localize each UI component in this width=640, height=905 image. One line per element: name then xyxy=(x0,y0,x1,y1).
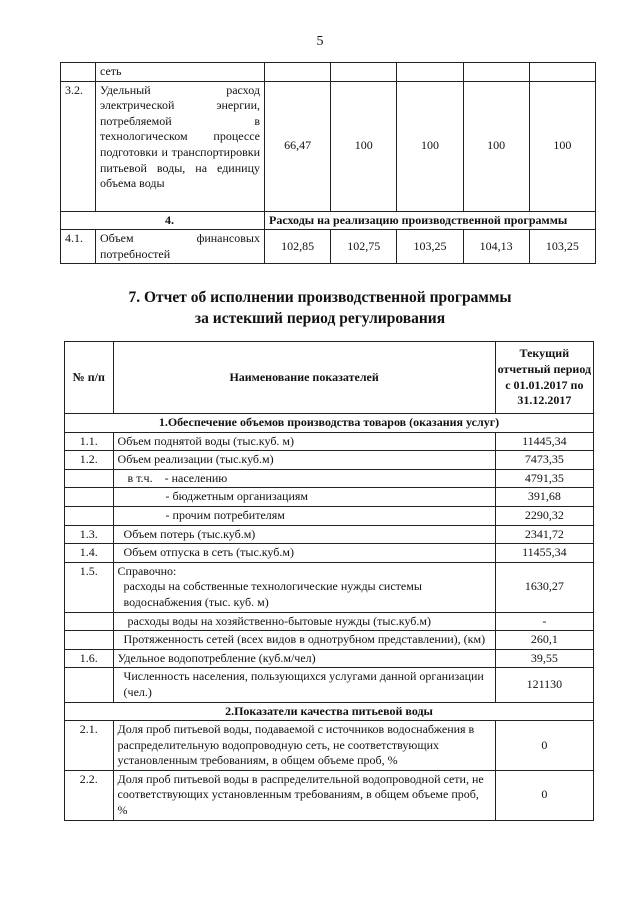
value-cell: 121130 xyxy=(495,668,593,702)
value-cell: 7473,35 xyxy=(495,451,593,470)
header-name: Наименование показателей xyxy=(113,342,495,414)
table-row xyxy=(65,649,594,668)
value-cell: 102,75 xyxy=(331,230,397,264)
value-cell: 2341,72 xyxy=(495,525,593,544)
row-number: 1.1. xyxy=(65,432,114,451)
row-name: расходы воды на хозяйственно-бытовые нужды (тыс.куб.м) xyxy=(113,612,495,631)
table-row xyxy=(65,525,594,544)
row-name: Объем финансовых потребностей xyxy=(96,230,265,264)
table-row xyxy=(65,721,594,771)
heading-line: за истекший период регулирования xyxy=(194,309,446,327)
value-cell: 260,1 xyxy=(495,631,593,650)
value-cell: 103,25 xyxy=(397,230,463,264)
table-row xyxy=(65,451,594,470)
row-number: 1.3. xyxy=(65,525,114,544)
row-number: 1.4. xyxy=(65,544,114,563)
table-row xyxy=(65,668,594,702)
table-row xyxy=(65,562,594,612)
value-cell: 2290,32 xyxy=(495,506,593,525)
value-cell: 391,68 xyxy=(495,488,593,507)
value-cell: 100 xyxy=(331,81,397,211)
value-cell: 103,25 xyxy=(529,230,595,264)
row-name: Объем поднятой воды (тыс.куб. м) xyxy=(113,432,495,451)
value-cell: 104,13 xyxy=(463,230,529,264)
table-row xyxy=(65,544,594,563)
table-row xyxy=(65,469,594,488)
heading-line: 7. Отчет об исполнении производственной программы xyxy=(128,289,512,306)
row-number: 1.2. xyxy=(65,451,114,470)
row-name: Удельный расход электрической энергии, потребляемой в технологическом процессе подготовки и транспортировки питьевой воды, на единицу объема воды xyxy=(96,81,265,211)
table-row xyxy=(65,770,594,820)
row-name-line: Справочно: xyxy=(117,563,177,578)
row-number: 2.1. xyxy=(65,721,114,771)
value-cell: 11455,34 xyxy=(495,544,593,563)
row-number: 4.1. xyxy=(61,230,96,264)
value-cell: 66,47 xyxy=(265,81,331,211)
value-cell: 0 xyxy=(495,721,593,771)
header-period: Текущий отчетный период с 01.01.2017 по 31.12.2017 xyxy=(495,342,593,414)
row-name: - бюджетным организациям xyxy=(113,488,495,507)
value-cell: 100 xyxy=(463,81,529,211)
row-number: 1.5. xyxy=(65,562,114,612)
section-row xyxy=(65,414,594,433)
value-cell: 100 xyxy=(529,81,595,211)
table-row xyxy=(65,612,594,631)
row-name: Объем отпуска в сеть (тыс.куб.м) xyxy=(113,544,495,563)
table-row xyxy=(61,63,596,82)
page-number: 5 xyxy=(316,34,324,49)
header-num: № п/п xyxy=(65,342,114,414)
value-cell: 4791,35 xyxy=(495,469,593,488)
section-row xyxy=(65,702,594,721)
table-row xyxy=(65,432,594,451)
value-cell: 1630,27 xyxy=(495,562,593,612)
table-row xyxy=(65,488,594,507)
row-number: 2.2. xyxy=(65,770,114,820)
section-title: 1.Обеспечение объемов производства товаров (оказания услуг) xyxy=(65,414,594,433)
row-number: 3.2. xyxy=(61,81,96,211)
table-row xyxy=(61,230,596,264)
row-name: Доля проб питьевой воды, подаваемой с источников водоснабжения в распределительную водопроводную сеть, не соответствующих установленным требованиям, в общем объеме проб, % xyxy=(113,721,495,771)
header-row xyxy=(65,342,594,414)
table-row xyxy=(65,506,594,525)
row-name: Доля проб питьевой воды в распределительной водопроводной сети, не соответствующих установленным требованиям, в общем объеме проб, % xyxy=(113,770,495,820)
row-name xyxy=(113,562,495,612)
value-cell: 39,55 xyxy=(495,649,593,668)
row-name: - прочим потребителям xyxy=(113,506,495,525)
section-row xyxy=(61,211,596,230)
section-title: Расходы на реализацию производственной программы xyxy=(265,211,596,230)
row-name-line: расходы на собственные технологические нужды системы водоснабжения (тыс. куб. м) xyxy=(123,579,422,609)
value-cell: 102,85 xyxy=(265,230,331,264)
report-table xyxy=(64,341,594,821)
row-name: сеть xyxy=(96,63,265,82)
row-name: Численность населения, пользующихся услугами данной организации (чел.) xyxy=(113,668,495,702)
row-name: Объем потерь (тыс.куб.м) xyxy=(113,525,495,544)
row-name: Протяженность сетей (всех видов в однотрубном представлении), (км) xyxy=(113,631,495,650)
section-title: 2.Показатели качества питьевой воды xyxy=(65,702,594,721)
row-name: Удельное водопотребление (куб.м/чел) xyxy=(113,649,495,668)
section-heading xyxy=(0,288,640,330)
row-name: в т.ч. - населению xyxy=(113,469,495,488)
value-cell: 100 xyxy=(397,81,463,211)
row-number: 1.6. xyxy=(65,649,114,668)
table-row xyxy=(65,631,594,650)
table-row xyxy=(61,81,596,211)
row-name: Объем реализации (тыс.куб.м) xyxy=(113,451,495,470)
top-table xyxy=(60,62,596,264)
value-cell: - xyxy=(495,612,593,631)
section-number: 4. xyxy=(61,211,265,230)
value-cell: 11445,34 xyxy=(495,432,593,451)
value-cell: 0 xyxy=(495,770,593,820)
